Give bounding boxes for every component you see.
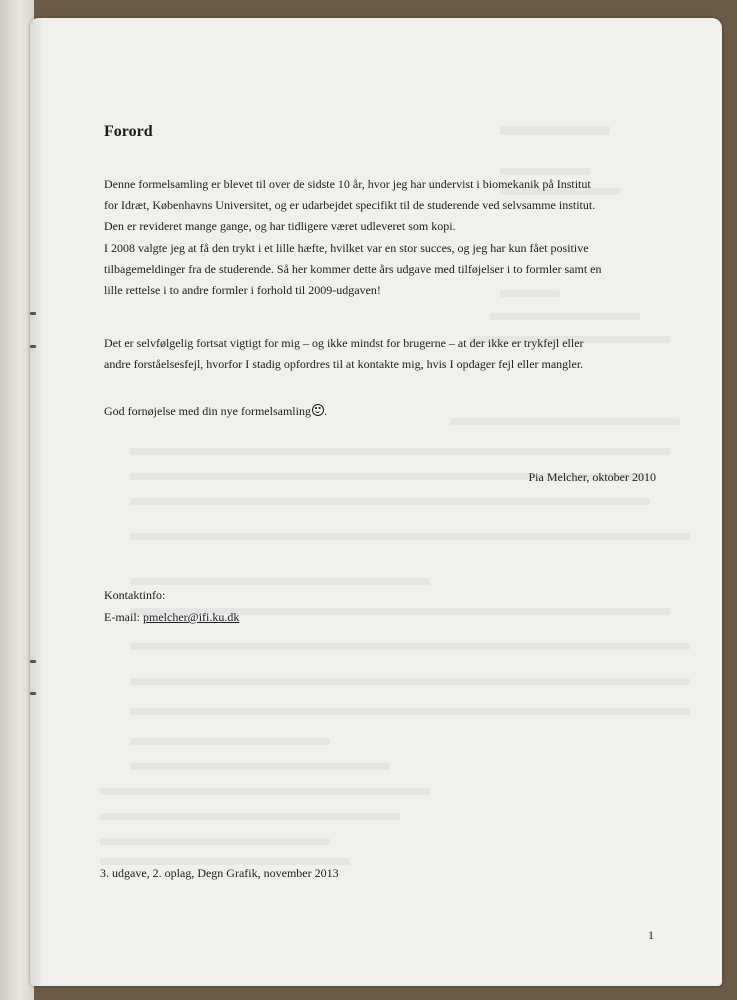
paragraph-line: I 2008 valgte jeg at få den trykt i et lille hæfte, hvilket var en stor succes, og jeg har kun fået positive (104, 240, 589, 255)
edition-info: 3. udgave, 2. oplag, Degn Grafik, november 2013 (100, 866, 339, 880)
contact-label: Kontaktinfo: (104, 588, 166, 602)
previous-page-edge (0, 0, 34, 1000)
page-title: Forord (104, 123, 153, 140)
intro-paragraph (104, 174, 664, 301)
binding-mark (30, 692, 36, 695)
binding-mark (30, 345, 36, 348)
binding-mark (30, 312, 36, 315)
paragraph-line: Denne formelsamling er blevet til over de sidste 10 år, hvor jeg har undervist i biomekanik på Institut (104, 177, 591, 191)
closing-line: God fornøjelse med din nye formelsamling . (104, 404, 327, 418)
smiley-icon (312, 404, 324, 416)
email-line (104, 610, 239, 625)
binding-mark (30, 660, 36, 663)
email-link[interactable]: pmelcher@ifi.ku.dk (143, 610, 240, 624)
document-page (30, 18, 722, 986)
paragraph-line: andre forståelsesfejl, hvorfor I stadig opfordres til at kontakte mig, hvis I opdager fejl eller mangler. (104, 357, 584, 372)
paragraph-line: Det er selvfølgelig fortsat vigtigt for mig – og ikke mindst for brugerne – at der ikke er trykfejl eller (104, 336, 584, 350)
feedback-paragraph (104, 333, 664, 375)
email-label: E-mail: (104, 610, 143, 624)
paragraph-line: lille rettelse i to andre formler i forhold til 2009-udgaven! (104, 283, 381, 298)
paragraph-line: tilbagemeldinger fra de studerende. Så her kommer dette års udgave med tilføjelser i to formler samt en (104, 261, 602, 276)
closing-text: God fornøjelse med din nye formelsamling (104, 404, 311, 418)
signature: Pia Melcher, oktober 2010 (528, 470, 656, 484)
paragraph-line: for Idræt, Københavns Universitet, og er udarbejdet specifikt til de studerende ved selvsamme institut. (104, 198, 596, 213)
page-number: 1 (648, 928, 654, 942)
paragraph-line: Den er revideret mange gange, og har tidligere været udleveret som kopi. (104, 219, 456, 234)
